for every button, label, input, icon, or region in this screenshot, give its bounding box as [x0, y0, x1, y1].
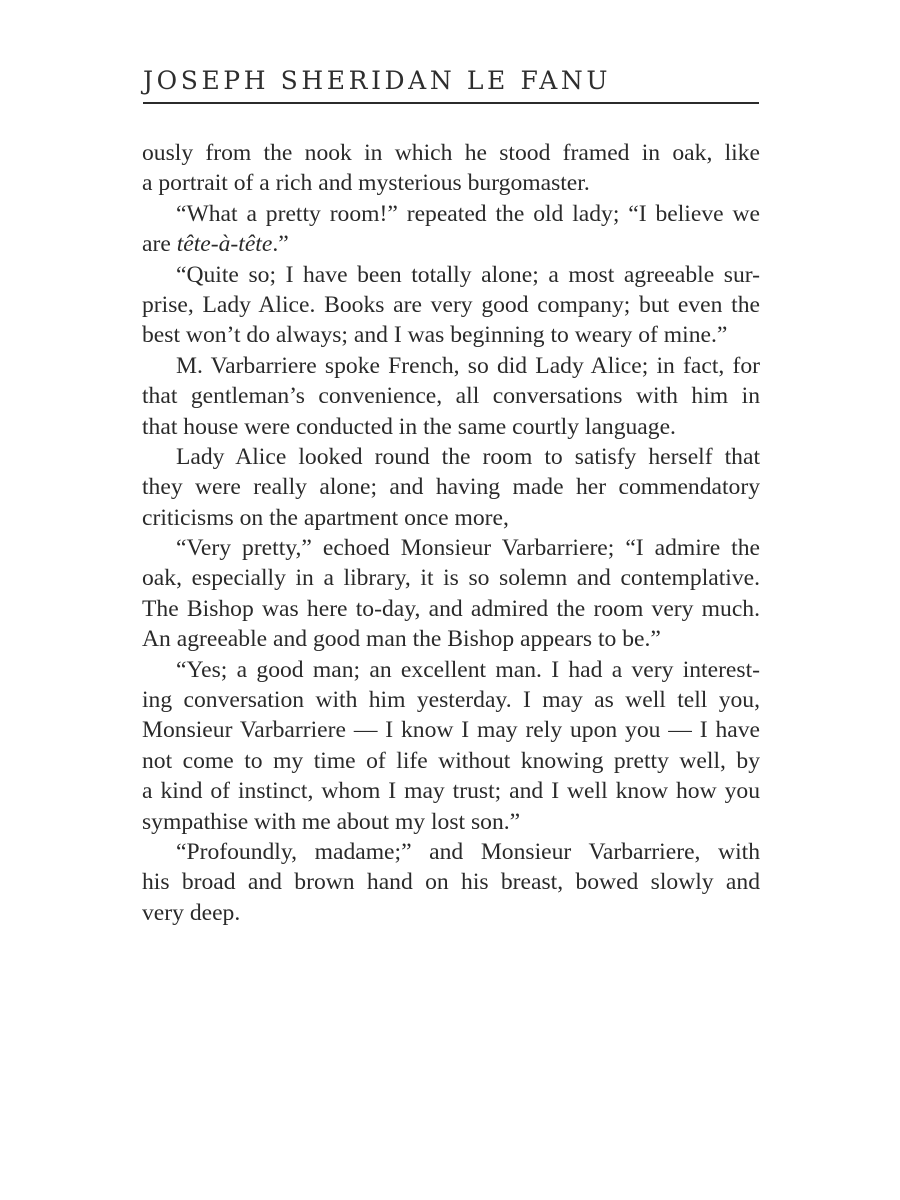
text-line: his broad and brown hand on his breast, bowed slowly and — [142, 869, 760, 896]
text-line: Monsieur Varbarriere — I know I may rely upon you — I have — [142, 717, 760, 744]
italic-phrase: tête-à-tête — [176, 231, 273, 258]
text-line: prise, Lady Alice. Books are very good company; but even the — [142, 291, 760, 318]
text-line: they were really alone; and having made her commendatory — [142, 474, 760, 501]
text-line: “Quite so; I have been totally alone; a most agreeable sur- — [176, 261, 760, 288]
text-line: very deep. — [142, 899, 241, 926]
text-line: that gentleman’s convenience, all conversations with him in — [142, 383, 760, 410]
body-text — [142, 138, 760, 928]
text-line: sympathise with me about my lost son.” — [142, 808, 521, 835]
text-line: oak, especially in a library, it is so solemn and contemplative. — [142, 565, 760, 592]
text-line: criticisms on the apartment once more, — [142, 504, 509, 531]
text-line: The Bishop was here to-day, and admired the room very much. — [142, 595, 760, 622]
text-line: An agreeable and good man the Bishop appears to be.” — [142, 626, 661, 653]
text-line: best won’t do always; and I was beginning to weary of mine.” — [142, 322, 728, 349]
text-fragment: are — [142, 231, 177, 258]
text-fragment: .” — [272, 231, 289, 258]
text-line: “Yes; a good man; an excellent man. I had a very interest- — [176, 656, 760, 683]
text-line: not come to my time of life without knowing pretty well, by — [142, 747, 760, 774]
running-header-author: JOSEPH SHERIDAN LE FANU — [143, 66, 612, 95]
text-line: ing conversation with him yesterday. I may as well tell you, — [142, 687, 760, 714]
text-line: “Profoundly, madame;” and Monsieur Varbarriere, with — [176, 838, 760, 865]
text-line: “What a pretty room!” repeated the old lady; “I believe we — [176, 200, 760, 227]
text-line: a portrait of a rich and mysterious burgomaster. — [142, 170, 590, 197]
text-line: M. Varbarriere spoke French, so did Lady Alice; in fact, for — [176, 352, 760, 379]
text-line: “Very pretty,” echoed Monsieur Varbarriere; “I admire the — [176, 535, 760, 562]
text-line: Lady Alice looked round the room to satisfy herself that — [176, 443, 760, 470]
running-header — [143, 64, 759, 104]
text-line: a kind of instinct, whom I may trust; and I well know how you — [142, 778, 760, 805]
text-line: ously from the nook in which he stood framed in oak, like — [142, 140, 760, 166]
text-line — [142, 229, 760, 259]
text-line: that house were conducted in the same courtly language. — [142, 413, 676, 440]
